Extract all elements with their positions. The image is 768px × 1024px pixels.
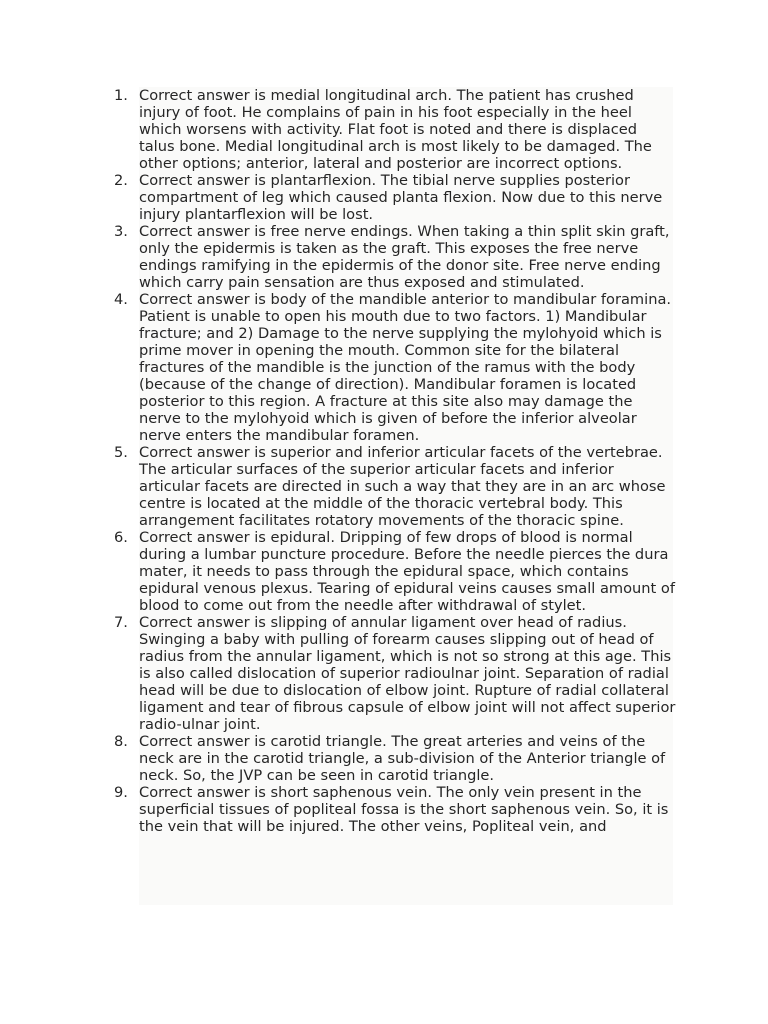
- item-number: 4.: [114, 291, 128, 308]
- list-item: [114, 733, 676, 784]
- item-number: 3.: [114, 223, 128, 240]
- list-item: [114, 223, 676, 291]
- item-number: 8.: [114, 733, 128, 750]
- item-text: Correct answer is free nerve endings. When taking a thin split skin graft, only the epidermis is taken as the graft. This exposes the free nerve endings ramifying in the epidermis of the donor site. Free nerve ending which carry pain sensation are thus exposed and stimulated.: [139, 223, 670, 291]
- item-text: Correct answer is medial longitudinal arch. The patient has crushed injury of foot. He complains of pain in his foot especially in the heel which worsens with activity. Flat foot is noted and there is displaced talus bone. Medial longitudinal arch is most likely to be damaged. The other options; anterior, lateral and posterior are incorrect options.: [139, 87, 652, 172]
- item-text: Correct answer is plantarflexion. The tibial nerve supplies posterior compartment of leg which caused planta flexion. Now due to this nerve injury plantarflexion will be lost.: [139, 172, 663, 223]
- item-number: 1.: [114, 87, 128, 104]
- item-number: 6.: [114, 529, 128, 546]
- list-item: [114, 172, 676, 223]
- list-item: [114, 614, 676, 733]
- item-text: Correct answer is epidural. Dripping of few drops of blood is normal during a lumbar puncture procedure. Before the needle pierces the dura mater, it needs to pass through the epidural space, which contains epidural venous plexus. Tearing of epidural veins causes small amount of blood to come out from the needle after withdrawal of stylet.: [139, 529, 675, 614]
- list-item: [114, 784, 676, 835]
- item-text: Correct answer is short saphenous vein. The only vein present in the superficial tissues of popliteal fossa is the short saphenous vein. So, it is the vein that will be injured. The other veins, Popliteal vein, and: [139, 784, 669, 835]
- item-number: 7.: [114, 614, 128, 631]
- list-item: [114, 291, 676, 444]
- item-number: 5.: [114, 444, 128, 461]
- item-text: Correct answer is slipping of annular ligament over head of radius. Swinging a baby with pulling of forearm causes slipping out of head of radius from the annular ligament, which is not so strong at this age. This is also called dislocation of superior radioulnar joint. Separation of radial head will be due to dislocation of elbow joint. Rupture of radial collateral ligament and tear of fibrous capsule of elbow joint will not affect superior radio-ulnar joint.: [139, 614, 676, 733]
- item-text: Correct answer is body of the mandible anterior to mandibular foramina. Patient is unable to open his mouth due to two factors. 1) Mandibular fracture; and 2) Damage to the nerve supplying the mylohyoid which is prime mover in opening the mouth. Common site for the bilateral fractures of the mandible is the junction of the ramus with the body (because of the change of direction). Mandibular foramen is located posterior to this region. A fracture at this site also may damage the nerve to the mylohyoid which is given of before the inferior alveolar nerve enters the mandibular foramen.: [139, 291, 672, 444]
- item-text: Correct answer is carotid triangle. The great arteries and veins of the neck are in the carotid triangle, a sub-division of the Anterior triangle of neck. So, the JVP can be seen in carotid triangle.: [139, 733, 666, 784]
- list-item: [114, 87, 676, 172]
- item-number: 2.: [114, 172, 128, 189]
- list-item: [114, 444, 676, 529]
- item-number: 9.: [114, 784, 128, 801]
- list-item: [114, 529, 676, 614]
- answer-list: [114, 87, 676, 905]
- item-text: Correct answer is superior and inferior articular facets of the vertebrae. The articular surfaces of the superior articular facets and inferior articular facets are directed in such a way that they are in an arc whose centre is located at the middle of the thoracic vertebral body. This arrangement facilitates rotatory movements of the thoracic spine.: [139, 444, 666, 529]
